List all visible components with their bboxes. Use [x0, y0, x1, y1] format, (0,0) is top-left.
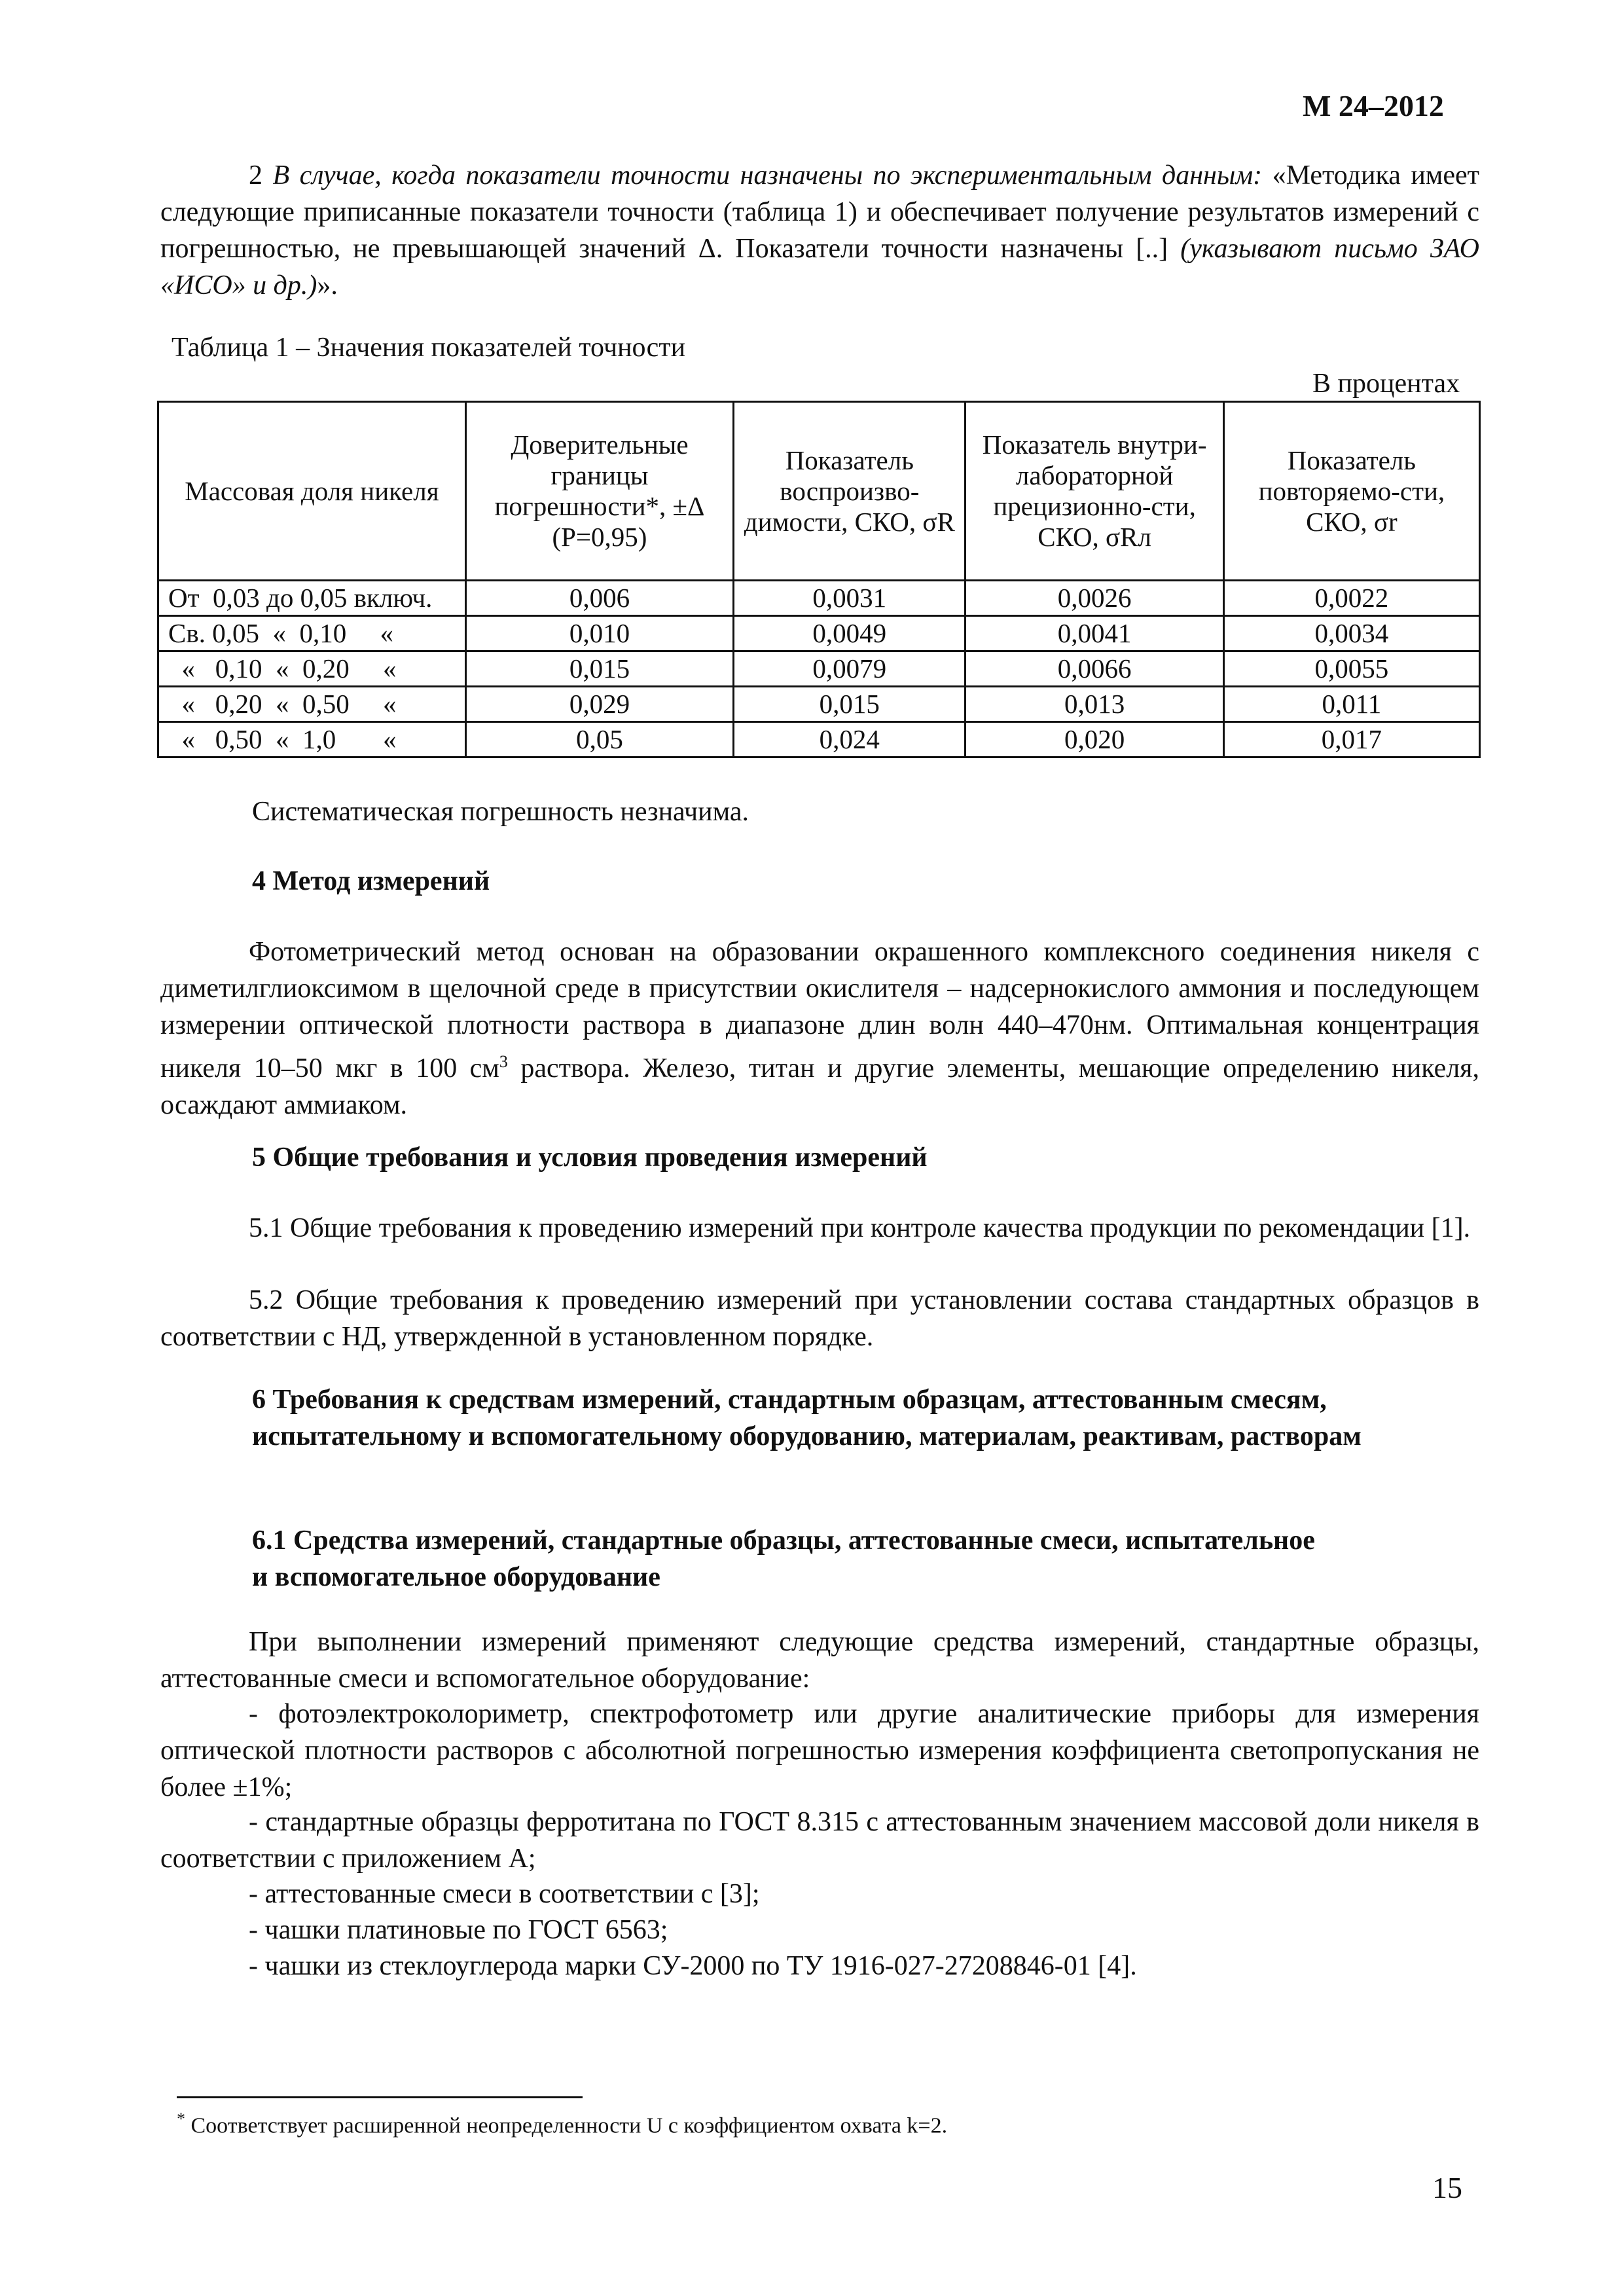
section-5-title: 5 Общие требования и условия проведения измерений — [252, 1142, 928, 1173]
paragraph-2-number: 2 — [249, 160, 262, 191]
superscript-3: 3 — [499, 1052, 508, 1071]
table-cell: 0,0041 — [965, 616, 1223, 651]
paragraph-2-italic-intro: В случае, когда показатели точности назначены по экспериментальным данным: — [272, 160, 1263, 191]
table-cell: 0,0049 — [734, 616, 965, 651]
paragraph-2 — [160, 157, 1479, 304]
table-row — [158, 651, 1480, 687]
table-cell: 0,020 — [965, 722, 1223, 757]
section-6-1-title: 6.1 Средства измерений, стандартные образцы, аттестованные смеси, испытательное и вспомогательное оборудование — [252, 1525, 1315, 1592]
table-cell: 0,0026 — [965, 581, 1223, 616]
table-row — [158, 581, 1480, 616]
equipment-list-item: - аттестованные смеси в соответствии с [3]; — [249, 1879, 760, 1909]
table-cell: 0,029 — [465, 687, 733, 722]
table-cell: « 0,50 « 1,0 « — [158, 722, 466, 757]
column-header: Доверительные границы погрешности*, ±Δ (P=0,95) — [465, 402, 733, 581]
table-cell: 0,010 — [465, 616, 733, 651]
footnote-mark: * — [177, 2109, 185, 2128]
table-cell: 0,0034 — [1223, 616, 1479, 651]
footnote — [177, 2109, 947, 2138]
section-6-title: 6 Требования к средствам измерений, стандартным образцам, аттестованным смесям, испытательному и вспомогательному оборудованию, материалам, реактивам, растворам — [252, 1385, 1362, 1451]
table-cell: « 0,10 « 0,20 « — [158, 651, 466, 687]
table-cell: 0,0031 — [734, 581, 965, 616]
equipment-list-item: - чашки из стеклоуглерода марки СУ-2000 по ТУ 1916-027-27208846-01 [4]. — [249, 1951, 1137, 1981]
table-cell: 0,015 — [465, 651, 733, 687]
column-header: Показатель внутри-лабораторной прецизионно-сти, СКО, σRл — [965, 402, 1223, 581]
table-cell: 0,015 — [734, 687, 965, 722]
table-row — [158, 687, 1480, 722]
section-5-1: 5.1 Общие требования к проведению измерений при контроле качества продукции по рекомендации [1]. — [249, 1213, 1471, 1243]
section-4-title: 4 Метод измерений — [252, 866, 490, 896]
table-row — [158, 722, 1480, 757]
table-cell: 0,0079 — [734, 651, 965, 687]
paragraph-2-close: ». — [317, 270, 338, 301]
document-code: М 24–2012 — [1303, 89, 1444, 122]
table-cell: 0,05 — [465, 722, 733, 757]
column-header: Массовая доля никеля — [158, 402, 466, 581]
table-cell: « 0,20 « 0,50 « — [158, 687, 466, 722]
table-cell: 0,013 — [965, 687, 1223, 722]
table-cell: 0,024 — [734, 722, 965, 757]
table-cell: 0,006 — [465, 581, 733, 616]
table-row — [158, 616, 1480, 651]
section-5-2: 5.2 Общие требования к проведению измерений при установлении состава стандартных образцов в соответствии с НД, утвержденной в установленном порядке. — [160, 1285, 1479, 1352]
table-cell: 0,011 — [1223, 687, 1479, 722]
table-cell: 0,0066 — [965, 651, 1223, 687]
section-4-text-main: Фотометрический метод основан на образовании окрашенного комплексного соединения никеля с диметилглиоксимом в щелочной среде в присутствии окислителя – надсернокислого аммония и последующем измерении оптической плотности раствора в диапазоне длин волн 440–470нм. Оптимальная концентрация никеля 10–50 мкг в 100 см — [160, 937, 1479, 1084]
accuracy-table — [157, 401, 1481, 758]
table-cell: 0,0055 — [1223, 651, 1479, 687]
systematic-error-note: Систематическая погрешность незначима. — [252, 797, 749, 827]
footnote-divider — [177, 2096, 583, 2098]
table-header-row — [158, 402, 1480, 581]
table-cell: 0,0022 — [1223, 581, 1479, 616]
equipment-list-item: - стандартные образцы ферротитана по ГОСТ 8.315 с аттестованным значением массовой доли никеля в соответствии с приложением А; — [160, 1807, 1479, 1874]
table-cell: 0,017 — [1223, 722, 1479, 757]
table-caption: Таблица 1 – Значения показателей точности — [171, 333, 686, 363]
table-units: В процентах — [1312, 369, 1460, 399]
column-header: Показатель воспроизво-димости, СКО, σR — [734, 402, 965, 581]
equipment-list-item: - чашки платиновые по ГОСТ 6563; — [249, 1915, 668, 1945]
section-4-text — [160, 934, 1479, 1123]
page-number: 15 — [1432, 2171, 1462, 2204]
table-cell: От 0,03 до 0,05 включ. — [158, 581, 466, 616]
footnote-text: Соответствует расширенной неопределенности U с коэффициентом охвата k=2. — [190, 2113, 948, 2138]
section-4-text-end: раствора. Железо, титан и другие элементы, мешающие определению никеля, осаждают аммиаком. — [160, 1053, 1479, 1120]
column-header: Показатель повторяемо-сти, СКО, σr — [1223, 402, 1479, 581]
section-6-1-intro: При выполнении измерений применяют следующие средства измерений, стандартные образцы, аттестованные смеси и вспомогательное оборудование: — [160, 1627, 1479, 1694]
paragraph-2-quote: «Методика имеет следующие приписанные показатели точности (таблица 1) и обеспечивает получение результатов измерений с погрешностью, не превышающей значений Δ. Показатели точности назначены [..] — [160, 160, 1480, 264]
equipment-list-item: - фотоэлектроколориметр, спектрофотометр или другие аналитические приборы для измерения оптической плотности растворов с абсолютной погрешностью измерения коэффициента светопропускания не более ±1%; — [160, 1699, 1479, 1802]
paragraph-2-italic-note: (указывают письмо ЗАО «ИСО» и др.) — [160, 234, 1479, 301]
table-cell: Св. 0,05 « 0,10 « — [158, 616, 466, 651]
